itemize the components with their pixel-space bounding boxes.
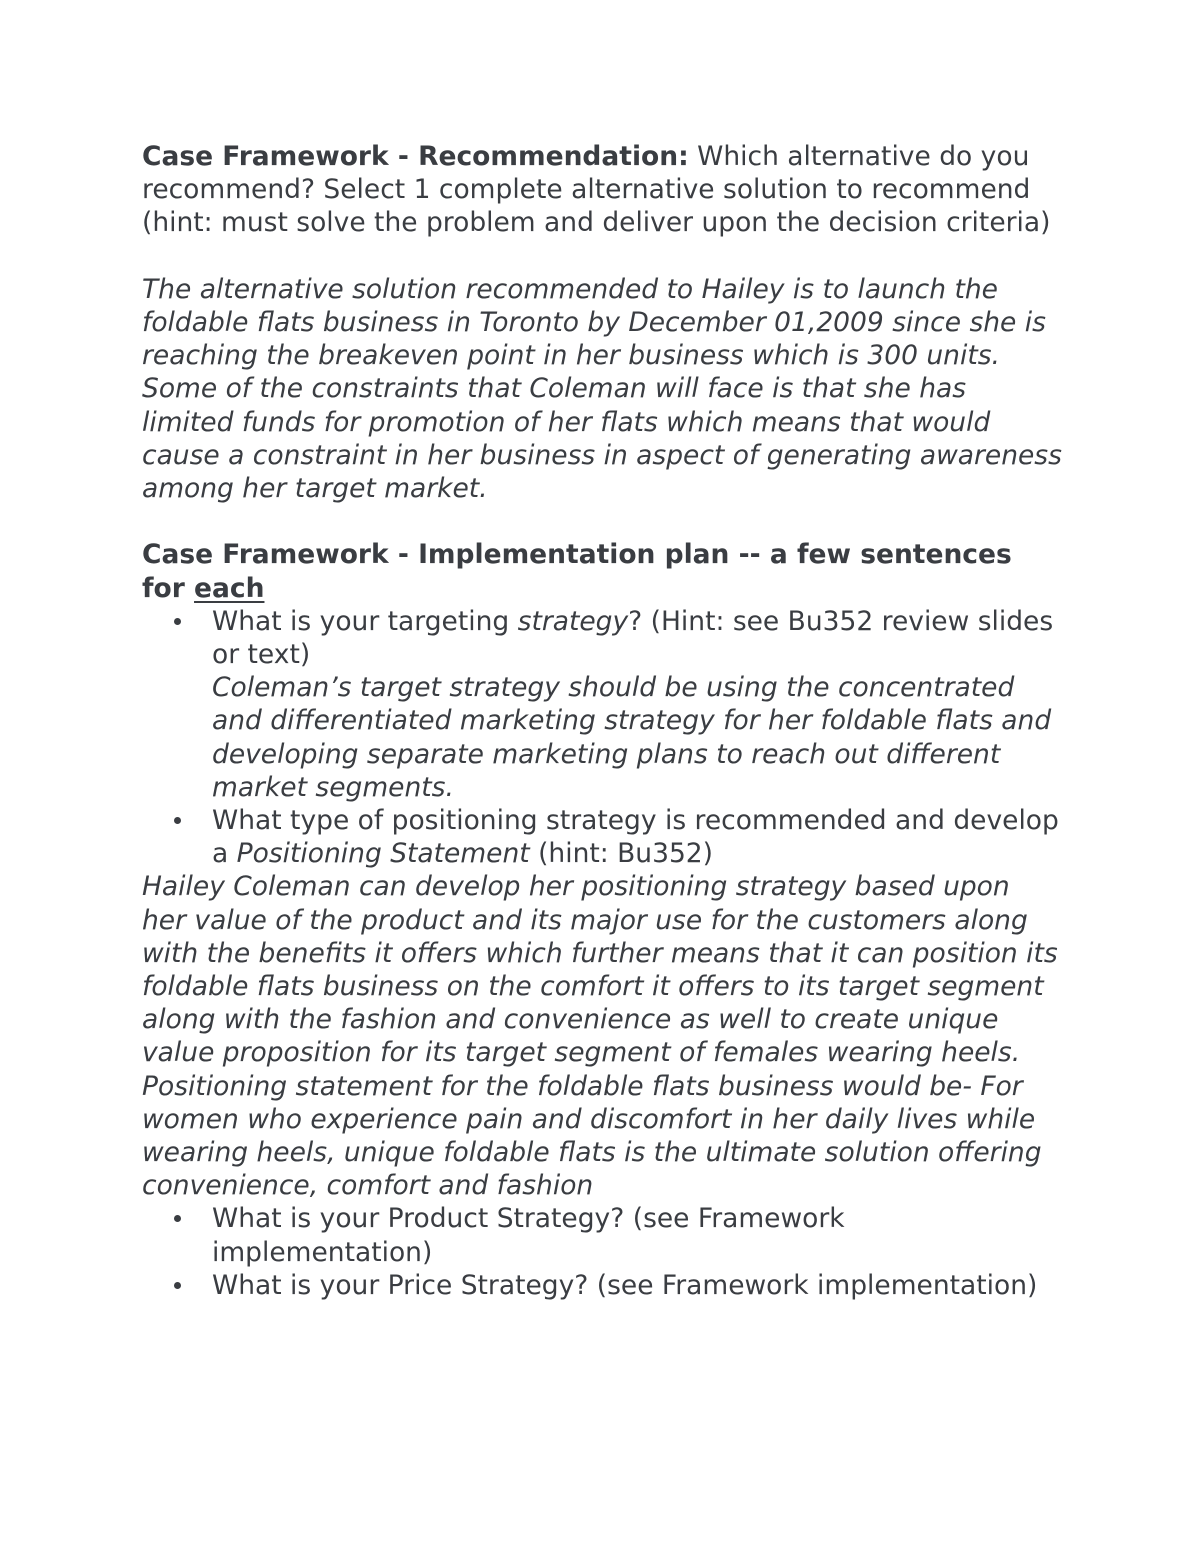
implementation-list-strategies [142,1202,1062,1302]
bullet-icon [174,817,181,824]
price-question: What is your Price Strategy? (see Framework implementation) [212,1269,1038,1301]
bullet-icon [174,1282,181,1289]
recommendation-answer: The alternative solution recommended to Hailey is to launch the foldable flats business in Toronto by December 01,2009 since she is reaching the breakeven point in her business which is 300 units. Some of the constraints that Coleman will face is that she has limited funds for promotion of her flats which means that would cause a constraint in her business in aspect of generating awareness among her target market. [142,273,1062,505]
spacer [142,505,1062,538]
positioning-answer: Hailey Coleman can develop her positioning strategy based upon her value of the product and its major use for the customers along with the benefits it offers which further means that it can position its foldable flats business on the comfort it offers to its target segment along with the fashion and convenience as well to create unique value proposition for its target segment of females wearing heels. Positioning statement for the foldable flats business would be- For women who experience pain and discomfort in her daily lives while wearing heels, unique foldable flats is the ultimate solution offering convenience, comfort and fashion [142,871,1058,1202]
implementation-list-targeting [142,605,1062,871]
bullet-icon [174,1215,181,1222]
targeting-question-post: ? (Hint: see Bu352 review slides or text) [212,605,1054,671]
targeting-question-pre: What is your targeting [212,605,518,637]
targeting-question-italic: strategy [517,605,629,637]
positioning-question-pre: What type of positioning strategy is recommended and develop a [212,805,1059,870]
document-page [142,140,1062,1302]
list-item-positioning [142,804,1062,870]
recommendation-section [142,140,1062,240]
bullet-icon [174,618,181,625]
spacer [142,240,1062,273]
recommendation-prompt: Which alternative do you recommend? Select 1 complete alternative solution to recommend (hint: must solve the problem and deliver upon the decision criteria) [142,141,1051,239]
product-question: What is your Product Strategy? (see Framework implementation) [212,1203,845,1268]
positioning-question-post: (hint: Bu352) [529,838,714,870]
implementation-heading [142,538,1062,604]
targeting-answer: Coleman’s target strategy should be using the concentrated and differentiated marketing strategy for her foldable flats and developing separate marketing plans to reach out different market segments. [212,672,1052,803]
implementation-heading-text: Case Framework - Implementation plan -- a few sentences for [142,539,1012,604]
positioning-question-italic: Positioning Statement [236,838,530,870]
implementation-heading-underlined: each [194,572,265,604]
list-item-price [142,1269,1062,1302]
recommendation-heading: Case Framework - Recommendation: [142,141,689,172]
list-item-product [142,1202,1062,1268]
list-item-targeting [142,605,1062,804]
